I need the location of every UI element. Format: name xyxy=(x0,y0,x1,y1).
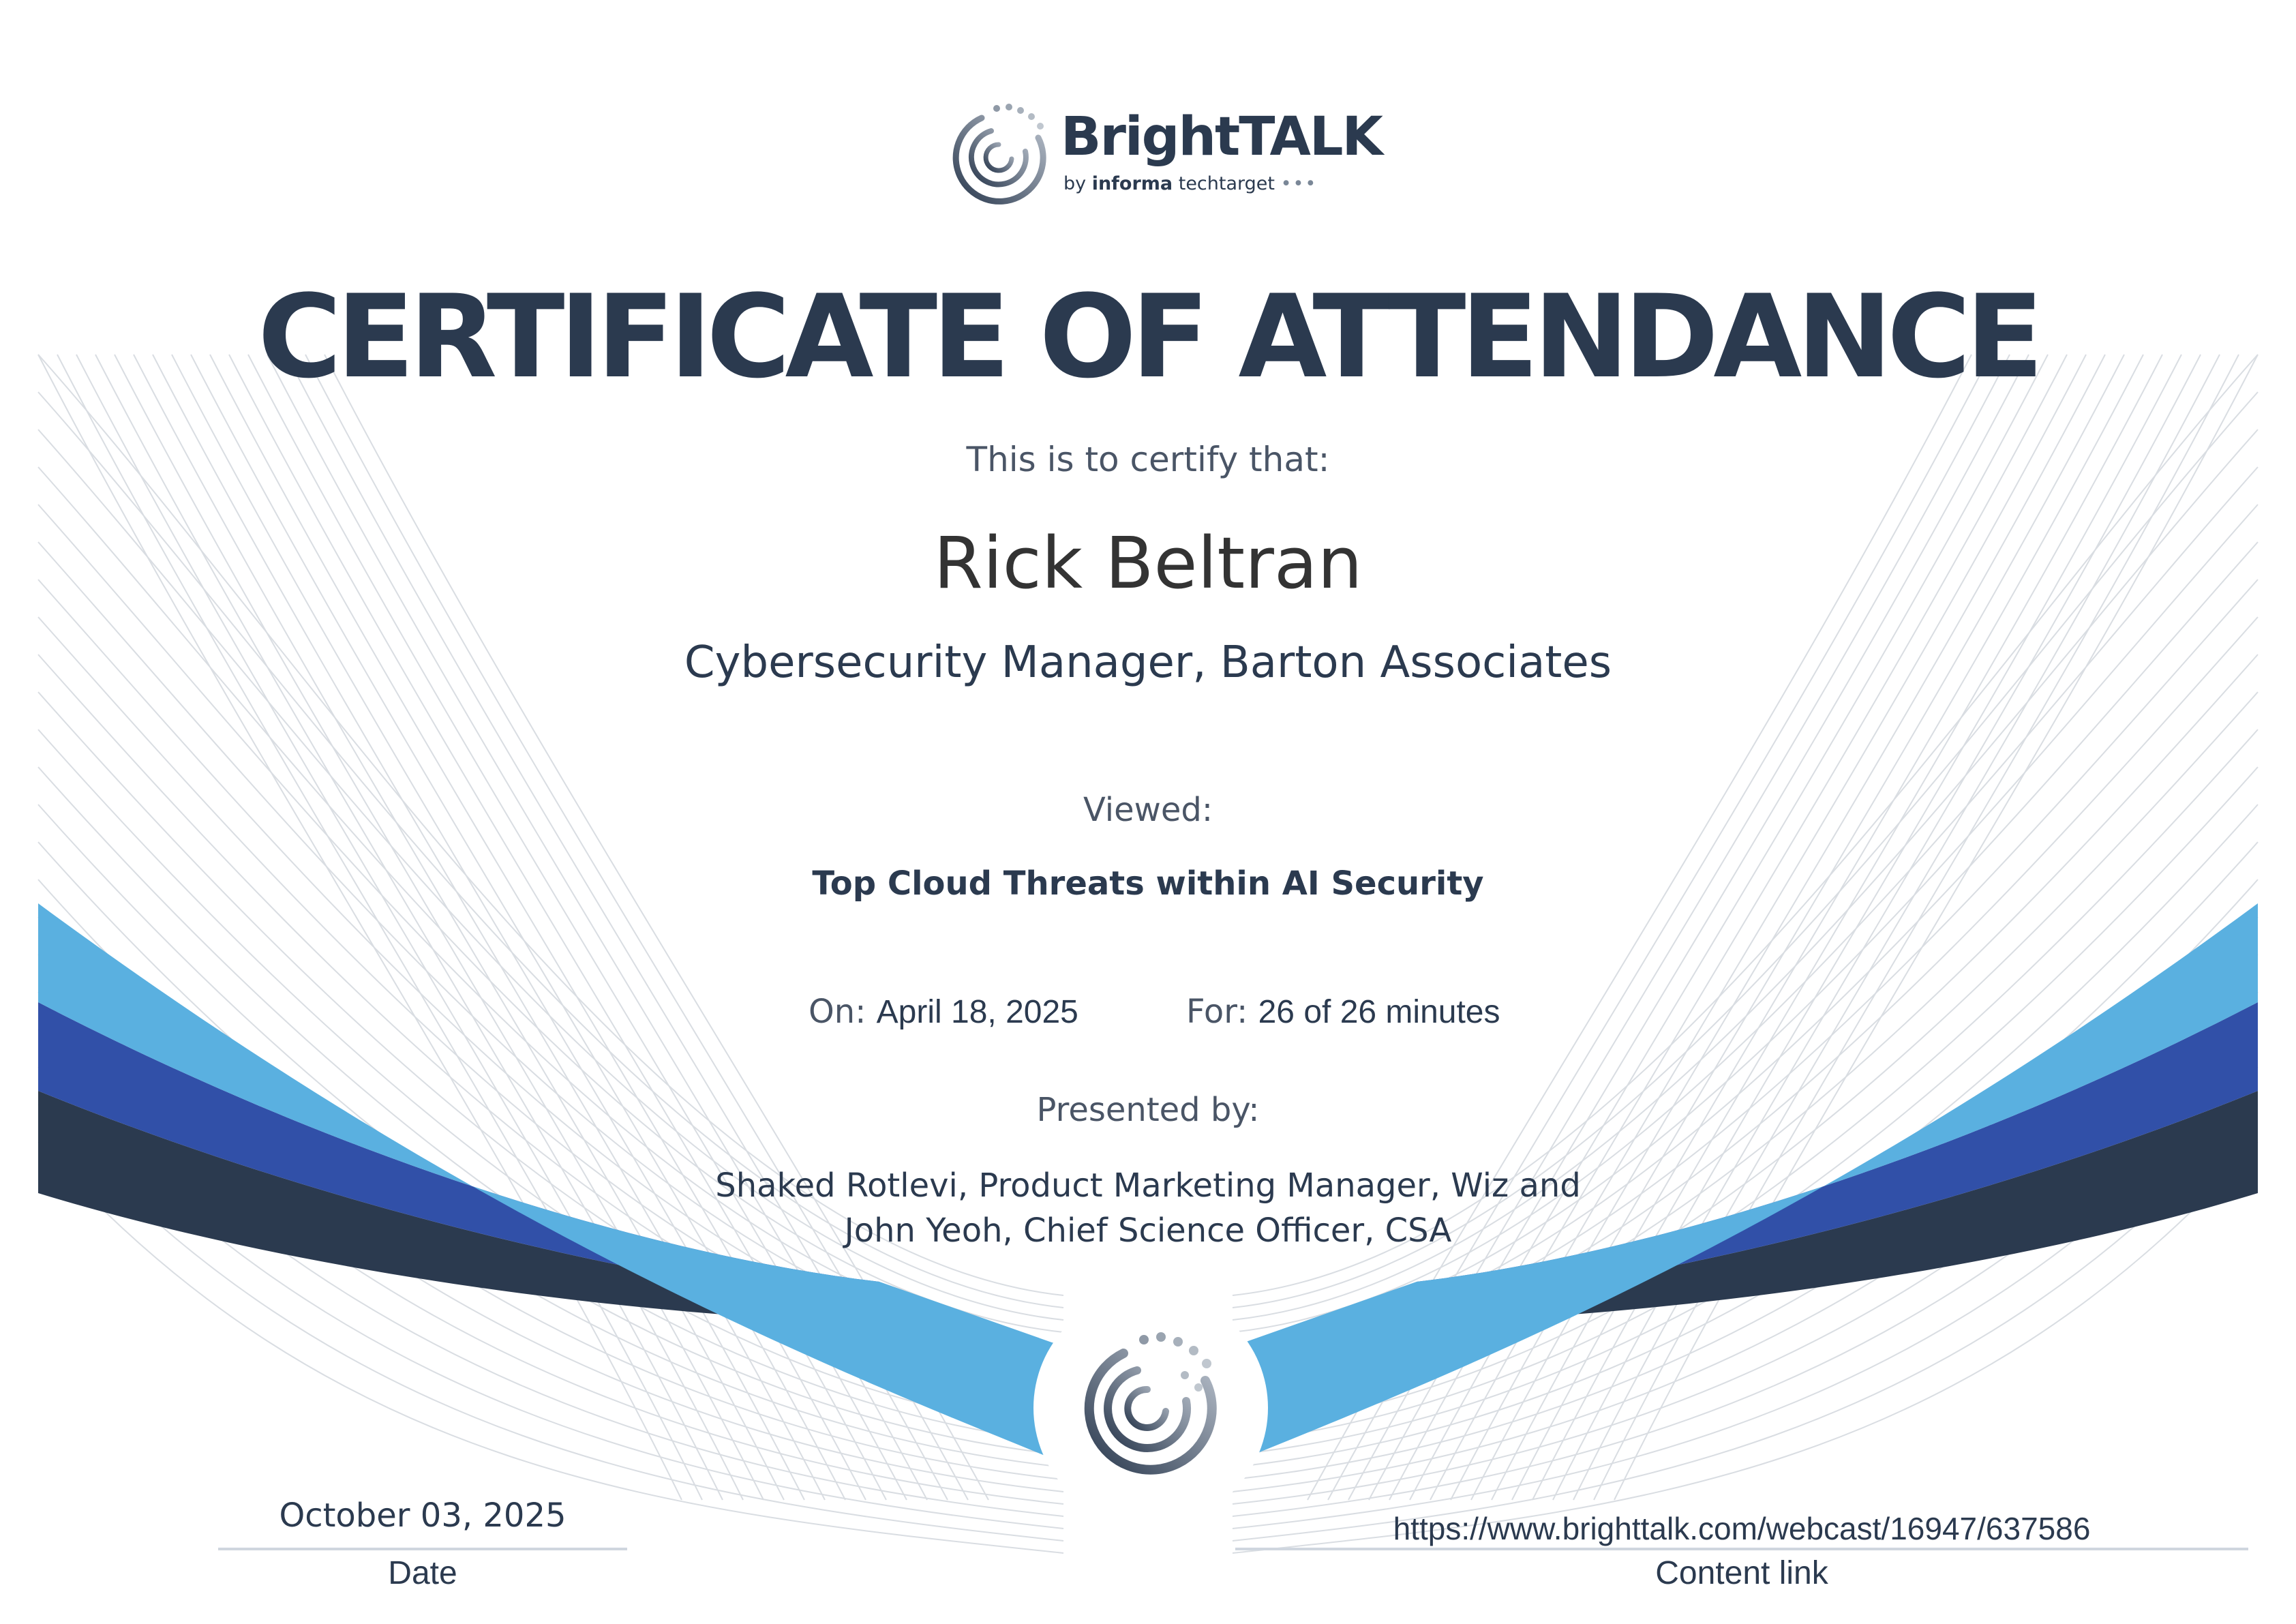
for-value: 26 of 26 minutes xyxy=(1258,994,1500,1030)
presented-by-label: Presented by: xyxy=(1036,1091,1260,1129)
viewed-label: Viewed: xyxy=(1083,791,1213,829)
for-label: For: xyxy=(1186,993,1248,1031)
seal-backdrop xyxy=(1033,1291,1268,1525)
webcast-title: Top Cloud Threats within AI Security xyxy=(812,864,1484,903)
recipient-position: Cybersecurity Manager, Barton Associates xyxy=(684,637,1612,688)
byline-prefix: by xyxy=(1063,173,1092,194)
content-link-rule xyxy=(1235,1548,2248,1550)
certificate-title: CERTIFICATE OF ATTENDANCE xyxy=(258,270,2038,404)
certify-text: This is to certify that: xyxy=(966,440,1330,479)
brand-byline xyxy=(1063,173,1317,194)
on-value: April 18, 2025 xyxy=(876,994,1078,1030)
byline-suffix: techtarget xyxy=(1173,173,1281,194)
date-rule xyxy=(218,1548,627,1550)
on-label: On: xyxy=(809,993,866,1031)
attendance-duration xyxy=(1186,993,1500,1031)
brighttalk-logo-icon xyxy=(946,102,1055,211)
byline-dots: ••• xyxy=(1280,173,1318,194)
attendance-date xyxy=(809,993,1078,1031)
presenters: Shaked Rotlevi, Product Marketing Manager, Wiz and John Yeoh, Chief Science Officer, CSA xyxy=(715,1167,1581,1250)
recipient-name: Rick Beltran xyxy=(933,522,1363,605)
issue-date: October 03, 2025 xyxy=(279,1497,567,1535)
byline-informa: informa xyxy=(1091,173,1173,194)
date-label: Date xyxy=(388,1555,457,1591)
content-link-label: Content link xyxy=(1655,1555,1828,1591)
brand-name: BrightTALK xyxy=(1061,106,1382,168)
brand-logo xyxy=(946,102,1382,211)
content-link[interactable]: https://www.brighttalk.com/webcast/16947/637586 xyxy=(1393,1511,2091,1546)
